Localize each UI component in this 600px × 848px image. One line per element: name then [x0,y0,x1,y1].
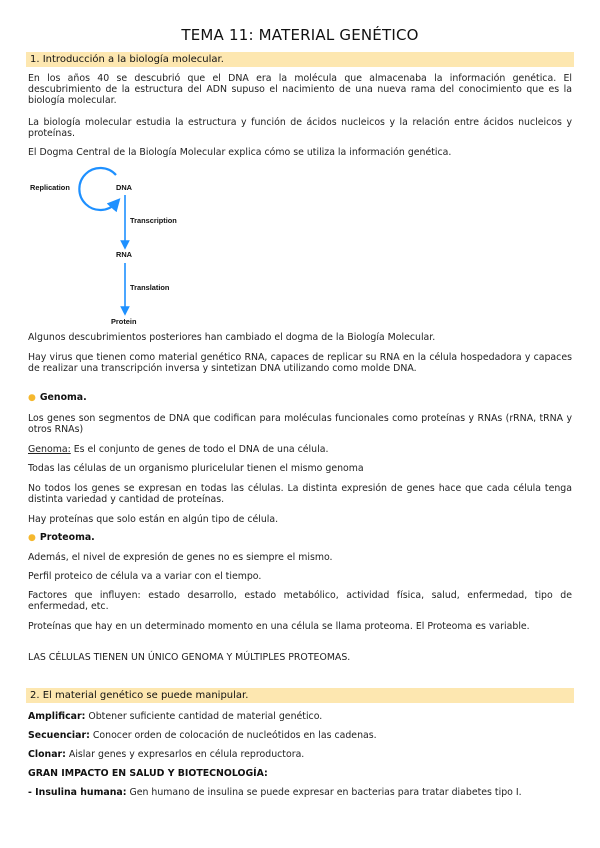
paragraph-8: Todas las células de un organismo pluricelular tienen el mismo genoma [28,463,364,474]
clonar-definition: Aislar genes y expresarlos en célula reproductora. [65,749,305,760]
paragraph-13: Factores que influyen: estado desarrollo, estado metabólico, actividad física, salud, enfermedad, tipo de enfermedad, etc. [28,590,572,612]
amplificar-item [28,711,572,722]
page-title: TEMA 11: MATERIAL GENÉTICO [181,26,419,44]
proteoma-heading [28,532,572,544]
replication-label: Replication [30,183,70,192]
dna-label: DNA [116,183,133,192]
secuenciar-item [28,730,572,741]
secuenciar-definition: Conocer orden de colocación de nucleótidos en las cadenas. [89,730,377,741]
paragraph-15: LAS CÉLULAS TIENEN UN ÚNICO GENOMA Y MÚLTIPLES PROTEOMAS. [28,652,351,663]
section-2-heading: 2. El material genético se puede manipular. [26,688,574,703]
bullet-icon: ● [28,533,36,543]
paragraph-1: En los años 40 se descubrió que el DNA era la molécula que almacenaba la información genética. El descubrimiento de la estructura del ADN supuso el nacimiento de una nueva rama del conocimiento que es la biología molecular. [28,73,572,106]
genoma-term: Genoma: [28,444,71,455]
insulina-term: - Insulina humana: [28,787,127,798]
clonar-item [28,749,572,760]
paragraph-14: Proteínas que hay en un determinado momento en una célula se llama proteoma. El Proteoma es variable. [28,621,530,632]
paragraph-9: No todos los genes se expresan en todas las células. La distinta expresión de genes hace que cada célula tenga distinta variedad y cantidad de proteínas. [28,483,572,505]
bullet-icon: ● [28,393,36,403]
paragraph-11: Además, el nivel de expresión de genes no es siempre el mismo. [28,552,333,563]
protein-label: Protein [111,317,137,326]
proteoma-heading-text: Proteoma. [39,532,95,543]
section-1-heading: 1. Introducción a la biología molecular. [26,52,574,67]
insulina-definition: Gen humano de insulina se puede expresar en bacterias para tratar diabetes tipo I. [126,787,522,798]
rna-label: RNA [116,250,133,259]
paragraph-2: La biología molecular estudia la estructura y función de ácidos nucleicos y la relación entre ácidos nucleicos y proteínas. [28,117,572,139]
clonar-term: Clonar: [28,749,66,760]
transcription-label: Transcription [130,216,177,225]
secuenciar-term: Secuenciar: [28,730,90,741]
paragraph-10: Hay proteínas que solo están en algún tipo de célula. [28,514,279,525]
replication-arrow [79,168,116,210]
translation-label: Translation [130,283,170,292]
paragraph-7 [28,444,572,455]
paragraph-4: Algunos descubrimientos posteriores han cambiado el dogma de la Biología Molecular. [28,332,436,343]
paragraph-6: Los genes son segmentos de DNA que codifican para moléculas funcionales como proteínas y RNAs (rRNA, tRNA y otros RNAs) [28,413,572,435]
genoma-heading-text: Genoma. [39,392,87,403]
paragraph-5: Hay virus que tienen como material genético RNA, capaces de replicar su RNA en la célula hospedadora y capaces de realizar una transcripción inversa y sintetizan DNA utilizando como molde DNA. [28,352,572,374]
paragraph-12: Perfil proteico de célula va a variar con el tiempo. [28,571,262,582]
amplificar-term: Amplificar: [28,711,86,722]
central-dogma-diagram [28,165,208,325]
amplificar-definition: Obtener suficiente cantidad de material genético. [85,711,323,722]
impacto-heading: GRAN IMPACTO EN SALUD Y BIOTECNOLOGÍA: [28,768,268,779]
genoma-heading [28,392,572,404]
insulina-item [28,787,572,798]
genoma-definition: Es el conjunto de genes de todo el DNA de una célula. [70,444,329,455]
paragraph-3: El Dogma Central de la Biología Molecular explica cómo se utiliza la información genética. [28,147,452,158]
